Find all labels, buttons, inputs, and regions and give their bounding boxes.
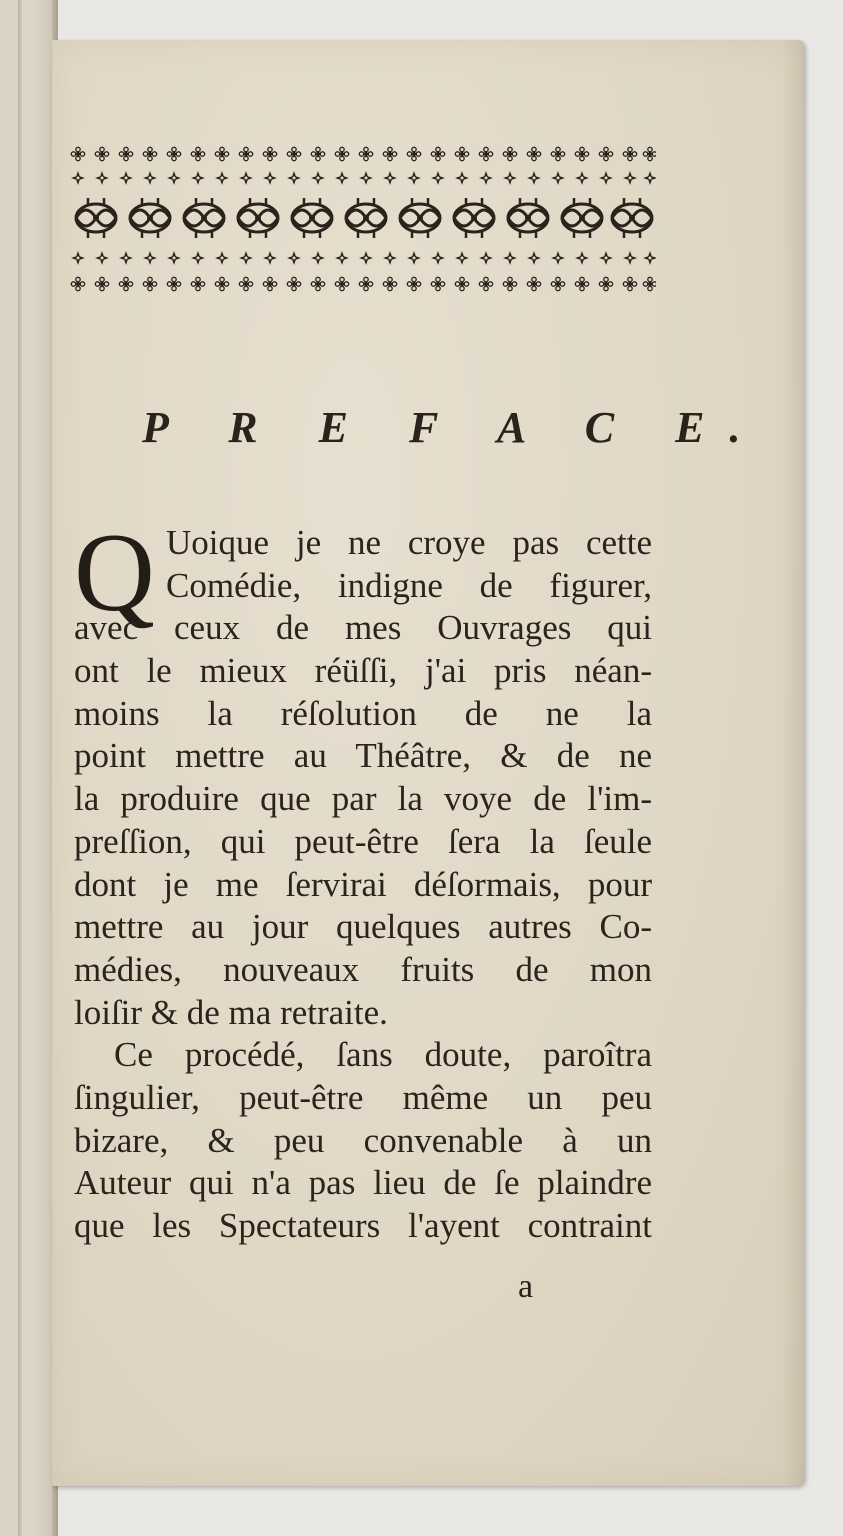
text-line: moins la réſolution de ne la xyxy=(74,693,652,733)
text-line: ont le mieux réüſſi, j'ai pris néan- xyxy=(74,651,652,691)
text-line: bizare, & peu convenable à un xyxy=(74,1120,652,1160)
text-line: avec ceux de mes Ouvrages qui xyxy=(74,608,652,648)
facing-page-edge xyxy=(0,0,58,1536)
text-line: loiſir & de ma retraite. xyxy=(74,992,388,1032)
signature-mark: a xyxy=(518,1268,534,1305)
text-line: point mettre au Théâtre, & de ne xyxy=(74,736,652,776)
drop-cap-initial: Q xyxy=(74,511,155,635)
text-line: la produire que par la voye de l'im- xyxy=(74,779,652,819)
book-page xyxy=(52,40,804,1486)
text-line: Uoique je ne croye pas cette xyxy=(166,523,652,562)
text-line: preſſion, qui peut-être ſera la ſeule xyxy=(74,821,652,861)
ornamental-header-band xyxy=(66,142,656,302)
preface-body xyxy=(74,511,652,1248)
text-line: que les Spectateurs l'ayent contraint xyxy=(74,1206,652,1245)
text-line: médies, nouveaux fruits de mon xyxy=(74,949,652,989)
text-line: Ce procédé, ſans doute, paroîtra xyxy=(114,1035,652,1075)
text-line: dont je me ſervirai déſormais, pour xyxy=(74,864,652,904)
book-gutter xyxy=(18,0,22,1536)
text-line: mettre au jour quelques autres Co- xyxy=(74,907,652,947)
text-line: Auteur qui n'a pas lieu de ſe plaindre xyxy=(74,1163,652,1203)
page-title: P R E F A C E. xyxy=(142,403,766,452)
text-line: Comédie, indigne de figurer, xyxy=(166,565,652,605)
text-line: ſingulier, peut-être même un peu xyxy=(74,1077,652,1117)
